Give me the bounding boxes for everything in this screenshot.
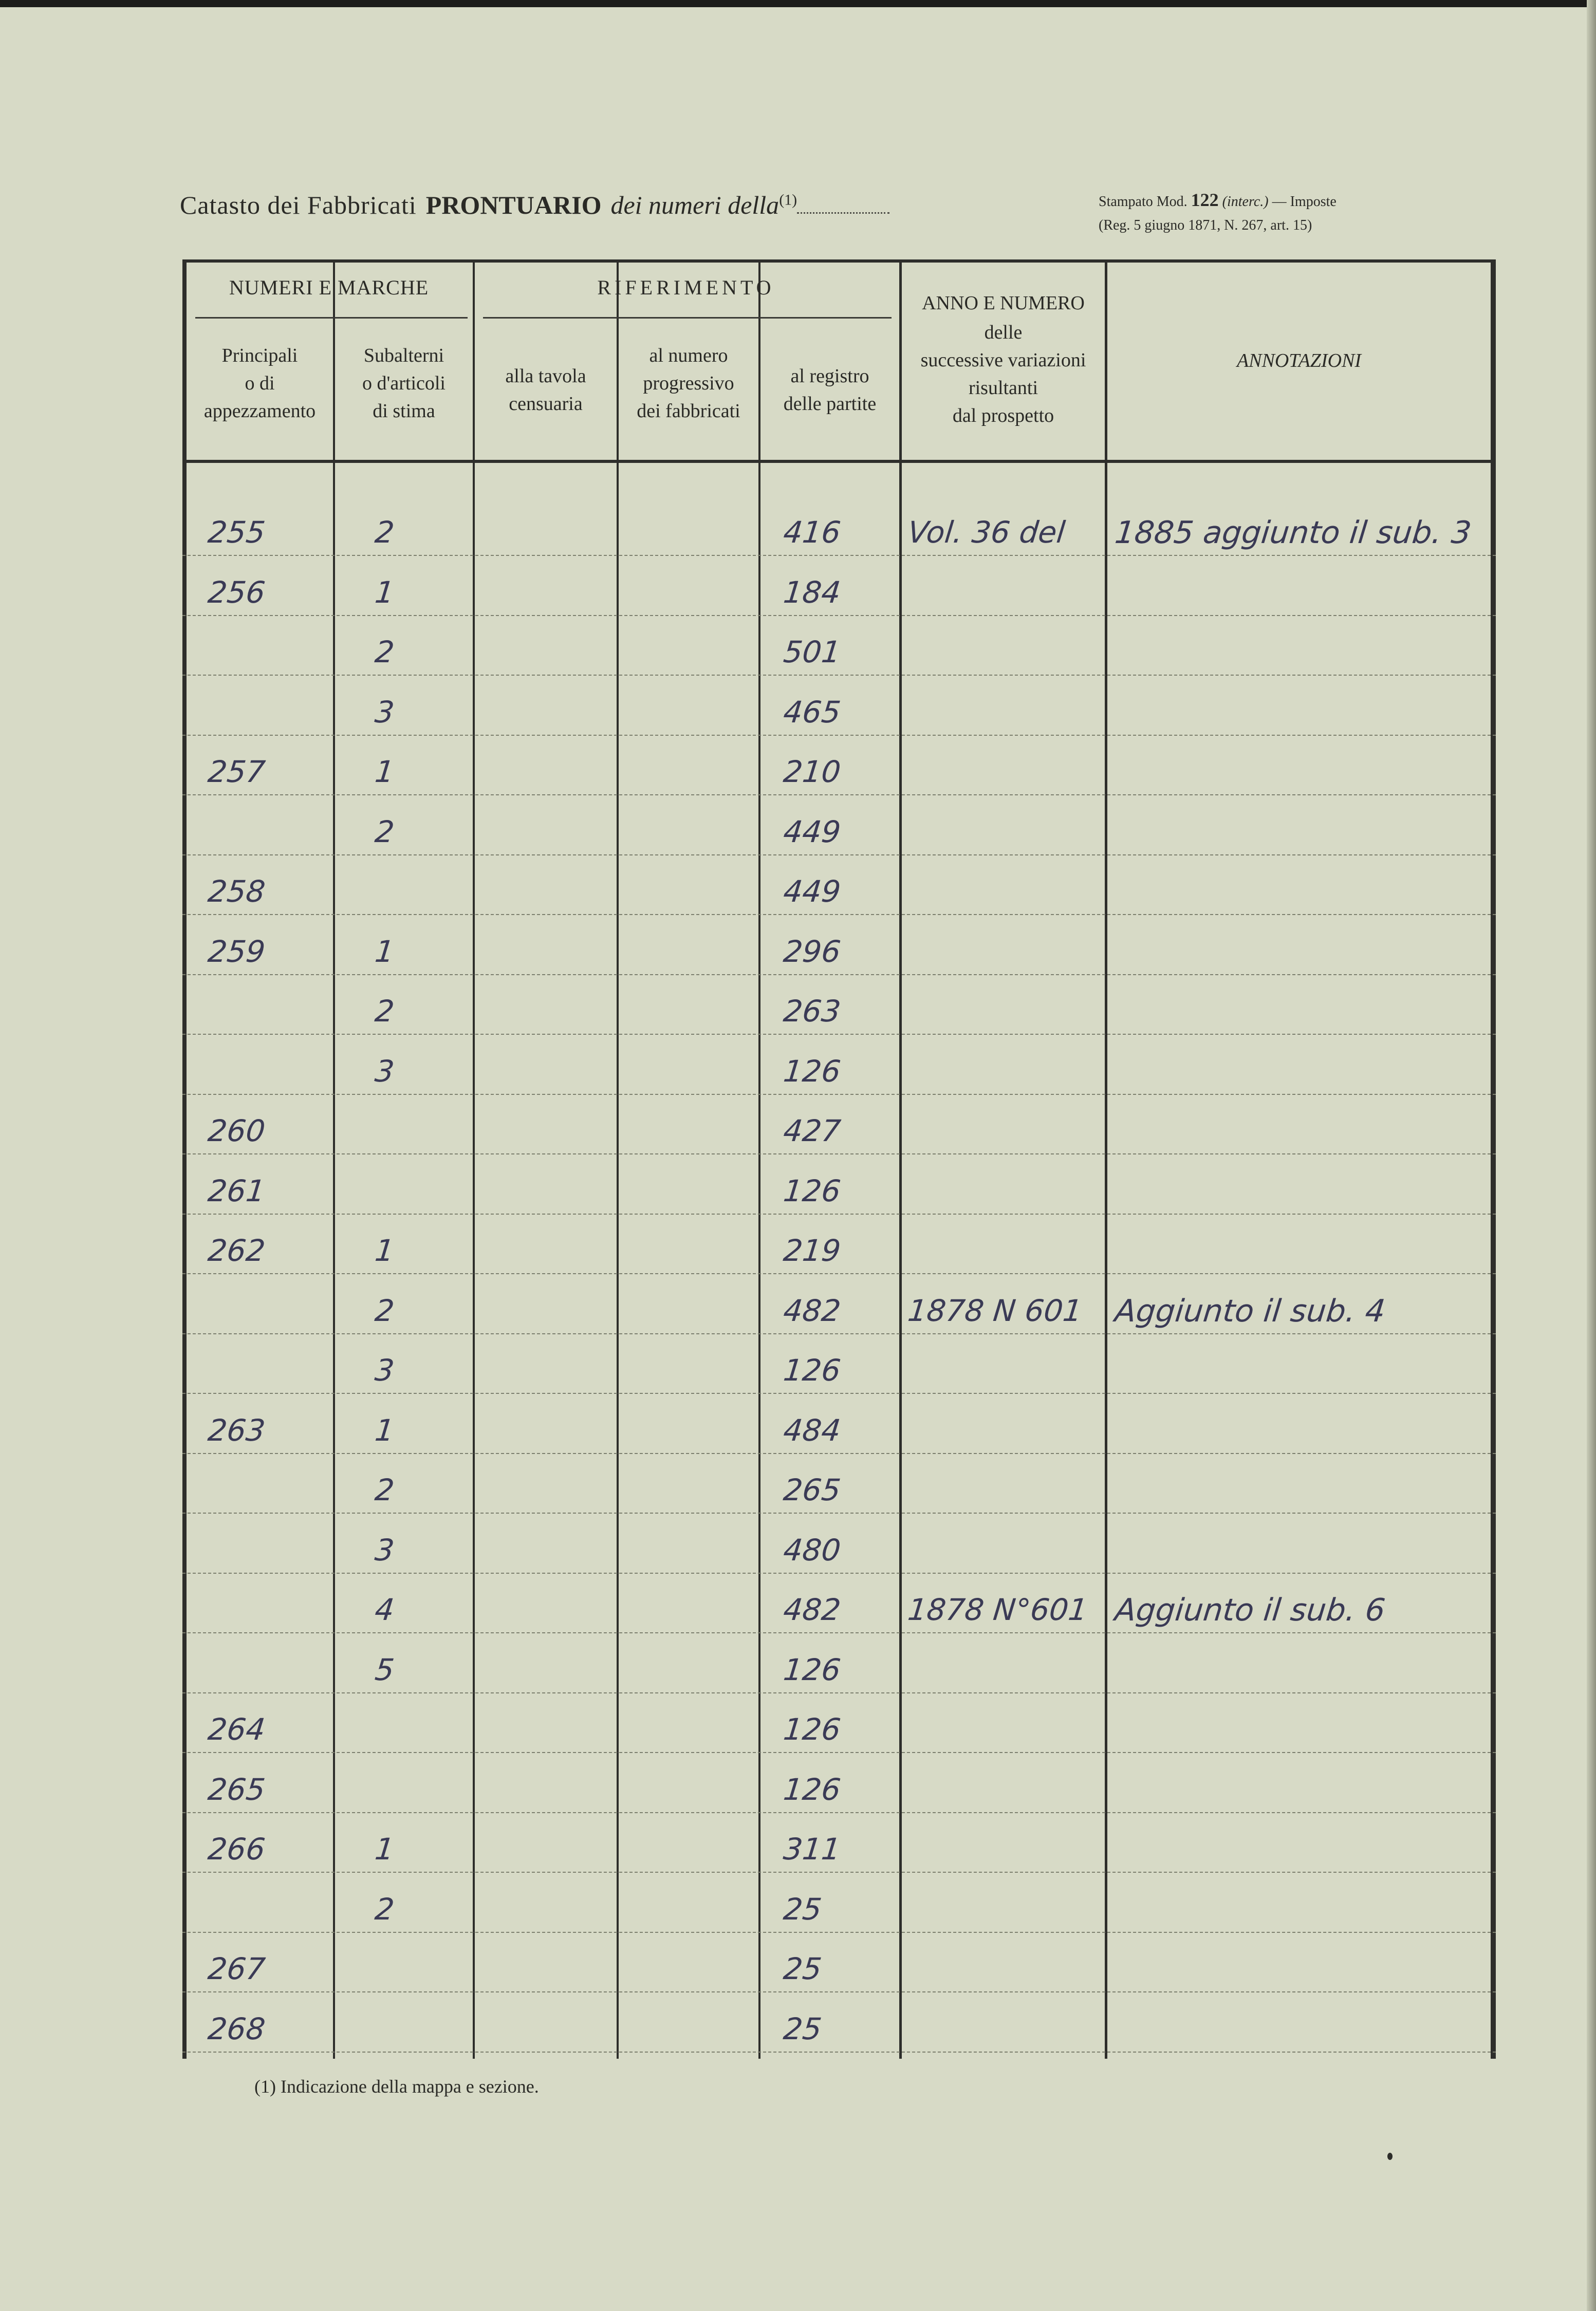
- cell-registro: 265: [782, 1473, 843, 1507]
- title-fill-line: [797, 212, 889, 214]
- header-riferimento-rule: [483, 317, 892, 319]
- stamp-suffix: — Imposte: [1272, 194, 1337, 210]
- cell-registro: 416: [782, 515, 843, 550]
- header-annotazioni: ANNOTAZIONI: [1236, 350, 1362, 371]
- table-row-line: [182, 675, 1496, 676]
- stamp-prefix: Stampato Mod.: [1099, 194, 1187, 210]
- cell-principale: 262: [206, 1233, 267, 1268]
- cell-annotazione: 1885 aggiunto il sub. 3: [1113, 515, 1473, 551]
- header-variazioni: [902, 319, 1105, 430]
- cell-principale: 255: [206, 515, 267, 550]
- header-registro: [760, 362, 899, 418]
- header-progressivo-l3: dei fabbricati: [637, 400, 740, 422]
- table-row-line: [182, 1632, 1496, 1633]
- cell-subalterno: 1: [373, 1412, 396, 1448]
- rule-header-bottom: [182, 460, 1496, 463]
- header-tavola-l1: alla tavola: [505, 365, 586, 387]
- print-stamp: [1099, 188, 1337, 237]
- table-row-line: [182, 1752, 1496, 1753]
- rule-col4: [758, 259, 760, 2059]
- header-principali-l1: Principali: [221, 345, 298, 366]
- rule-left: [182, 259, 187, 2059]
- header-progressivo-l1: al numero: [649, 345, 728, 366]
- cell-principale: 263: [206, 1412, 267, 1448]
- cell-subalterno: 1: [373, 754, 396, 789]
- rule-col1: [333, 259, 335, 2059]
- cell-registro: 427: [782, 1113, 843, 1148]
- rule-col2: [473, 259, 475, 2059]
- cell-principale: 261: [206, 1173, 267, 1208]
- cell-subalterno: 3: [373, 694, 396, 730]
- rule-top: [182, 259, 1496, 263]
- footnote: (1) Indicazione della mappa e sezione.: [254, 2076, 539, 2097]
- cell-principale: 256: [206, 574, 267, 610]
- cell-subalterno: 2: [373, 515, 396, 550]
- cell-variazione: Vol. 36 del: [906, 515, 1067, 550]
- cell-principale: 264: [206, 1712, 267, 1747]
- header-riferimento: RIFERIMENTO: [597, 276, 775, 299]
- cell-principale: 258: [206, 874, 267, 909]
- table-row-line: [182, 1991, 1496, 1992]
- header-subalterni: [335, 342, 473, 425]
- table-row-line: [182, 794, 1496, 795]
- table-row-line: [182, 1214, 1496, 1215]
- cell-registro: 219: [782, 1233, 843, 1268]
- cell-subalterno: 3: [373, 1053, 396, 1089]
- form-title: [180, 190, 889, 220]
- page-top-edge: [0, 0, 1596, 7]
- table-row-line: [182, 854, 1496, 855]
- cell-subalterno: 2: [373, 635, 396, 669]
- table-row-line: [182, 914, 1496, 915]
- cell-registro: 210: [782, 754, 843, 789]
- cell-annotazione: Aggiunto il sub. 4: [1113, 1293, 1387, 1329]
- cell-registro: 184: [782, 574, 843, 610]
- header-variazioni-l1: delle: [984, 322, 1023, 343]
- cell-registro: 126: [782, 1652, 843, 1687]
- cell-principale: 257: [206, 754, 267, 789]
- cell-principale: 267: [206, 1951, 267, 1986]
- table-row-line: [182, 1513, 1496, 1514]
- cell-subalterno: 4: [373, 1592, 396, 1627]
- header-tavola: [475, 362, 617, 418]
- title-italic: dei numeri della: [610, 191, 780, 219]
- register-table: [182, 259, 1496, 2059]
- rule-col6: [1105, 259, 1107, 2059]
- ink-speck: [1387, 2153, 1393, 2160]
- cell-registro: 126: [782, 1772, 843, 1807]
- cell-subalterno: 1: [373, 1233, 396, 1268]
- cell-registro: 25: [782, 2011, 824, 2046]
- cell-registro: 484: [782, 1412, 843, 1448]
- header-subalterni-l1: Subalterni: [363, 345, 444, 366]
- cell-subalterno: 1: [373, 574, 396, 610]
- cell-subalterno: 1: [373, 1832, 396, 1867]
- table-row-line: [182, 1872, 1496, 1873]
- table-row-line: [182, 1393, 1496, 1394]
- cell-subalterno: 2: [373, 814, 396, 849]
- cell-principale: 266: [206, 1832, 267, 1867]
- header-principali: [187, 342, 333, 425]
- table-row-line: [182, 1273, 1496, 1274]
- cell-registro: 126: [782, 1173, 843, 1208]
- stamp-line-1: [1099, 188, 1337, 214]
- cell-principale: 259: [206, 934, 267, 969]
- cell-registro: 126: [782, 1712, 843, 1747]
- header-numero-progressivo: [619, 342, 758, 425]
- table-row-line: [182, 615, 1496, 616]
- cell-registro: 449: [782, 814, 843, 849]
- page-right-edge: [1587, 0, 1596, 2311]
- header-registro-l1: al registro: [790, 365, 869, 387]
- table-row-line: [182, 1094, 1496, 1095]
- header-anno-numero: ANNO E NUMERO: [922, 292, 1085, 314]
- cell-subalterno: 5: [373, 1652, 396, 1687]
- cell-principale: 268: [206, 2011, 267, 2046]
- table-row-line: [182, 735, 1496, 736]
- header-tavola-l2: censuaria: [509, 393, 583, 415]
- cell-registro: 311: [782, 1832, 843, 1867]
- stamp-line-2: (Reg. 5 giugno 1871, N. 267, art. 15): [1099, 217, 1312, 233]
- stamp-model-number: 122: [1191, 190, 1219, 210]
- rule-col3: [617, 259, 619, 2059]
- table-row-line: [182, 1573, 1496, 1574]
- title-lead: Catasto dei Fabbricati: [180, 191, 417, 219]
- cell-principale: 260: [206, 1113, 267, 1148]
- table-row-line: [182, 1692, 1496, 1693]
- table-row-line: [182, 974, 1496, 975]
- table-row-line: [182, 555, 1496, 556]
- cell-registro: 25: [782, 1891, 824, 1927]
- cell-registro: 501: [782, 635, 843, 669]
- header-variazioni-l2: successive variazioni: [920, 349, 1086, 371]
- cell-registro: 25: [782, 1951, 824, 1986]
- header-variazioni-l4: dal prospetto: [952, 405, 1054, 426]
- title-footnote-mark: (1): [779, 191, 797, 209]
- header-subalterni-l3: di stima: [373, 400, 435, 422]
- cell-variazione: 1878 N 601: [906, 1293, 1084, 1328]
- header-numeri-marche: NUMERI E MARCHE: [229, 276, 429, 299]
- title-bold: PRONTUARIO: [425, 191, 602, 219]
- cell-registro: 480: [782, 1532, 843, 1568]
- cell-subalterno: 2: [373, 1293, 396, 1328]
- table-row-line: [182, 1453, 1496, 1454]
- rule-right: [1491, 259, 1496, 2059]
- table-row-line: [182, 1034, 1496, 1035]
- cell-annotazione: Aggiunto il sub. 6: [1113, 1592, 1387, 1628]
- cell-registro: 263: [782, 994, 843, 1029]
- header-principali-l2: o di: [245, 372, 275, 394]
- cell-principale: 265: [206, 1772, 267, 1807]
- stamp-model-note: (interc.): [1222, 194, 1269, 210]
- header-principali-l3: appezzamento: [203, 400, 316, 422]
- header-variazioni-l3: risultanti: [968, 377, 1038, 399]
- cell-subalterno: 3: [373, 1353, 396, 1388]
- cell-registro: 465: [782, 694, 843, 730]
- table-row-line: [182, 2052, 1496, 2053]
- cell-registro: 449: [782, 874, 843, 909]
- cell-registro: 126: [782, 1353, 843, 1388]
- cell-subalterno: 1: [373, 934, 396, 969]
- header-registro-l2: delle partite: [783, 393, 877, 415]
- cell-subalterno: 2: [373, 1473, 396, 1507]
- cell-subalterno: 2: [373, 994, 396, 1029]
- cell-registro: 482: [782, 1293, 843, 1328]
- header-progressivo-l2: progressivo: [643, 372, 734, 394]
- table-row-line: [182, 1153, 1496, 1154]
- cell-variazione: 1878 N°601: [906, 1592, 1089, 1627]
- table-row-line: [182, 1932, 1496, 1933]
- cell-subalterno: 3: [373, 1532, 396, 1568]
- cell-subalterno: 2: [373, 1891, 396, 1927]
- cell-registro: 482: [782, 1592, 843, 1627]
- header-subalterni-l2: o d'articoli: [362, 372, 446, 394]
- table-row-line: [182, 1812, 1496, 1813]
- header-numeri-marche-rule: [195, 317, 468, 319]
- cell-registro: 296: [782, 934, 843, 969]
- cell-registro: 126: [782, 1053, 843, 1089]
- rule-col5: [899, 259, 902, 2059]
- table-row-line: [182, 1333, 1496, 1334]
